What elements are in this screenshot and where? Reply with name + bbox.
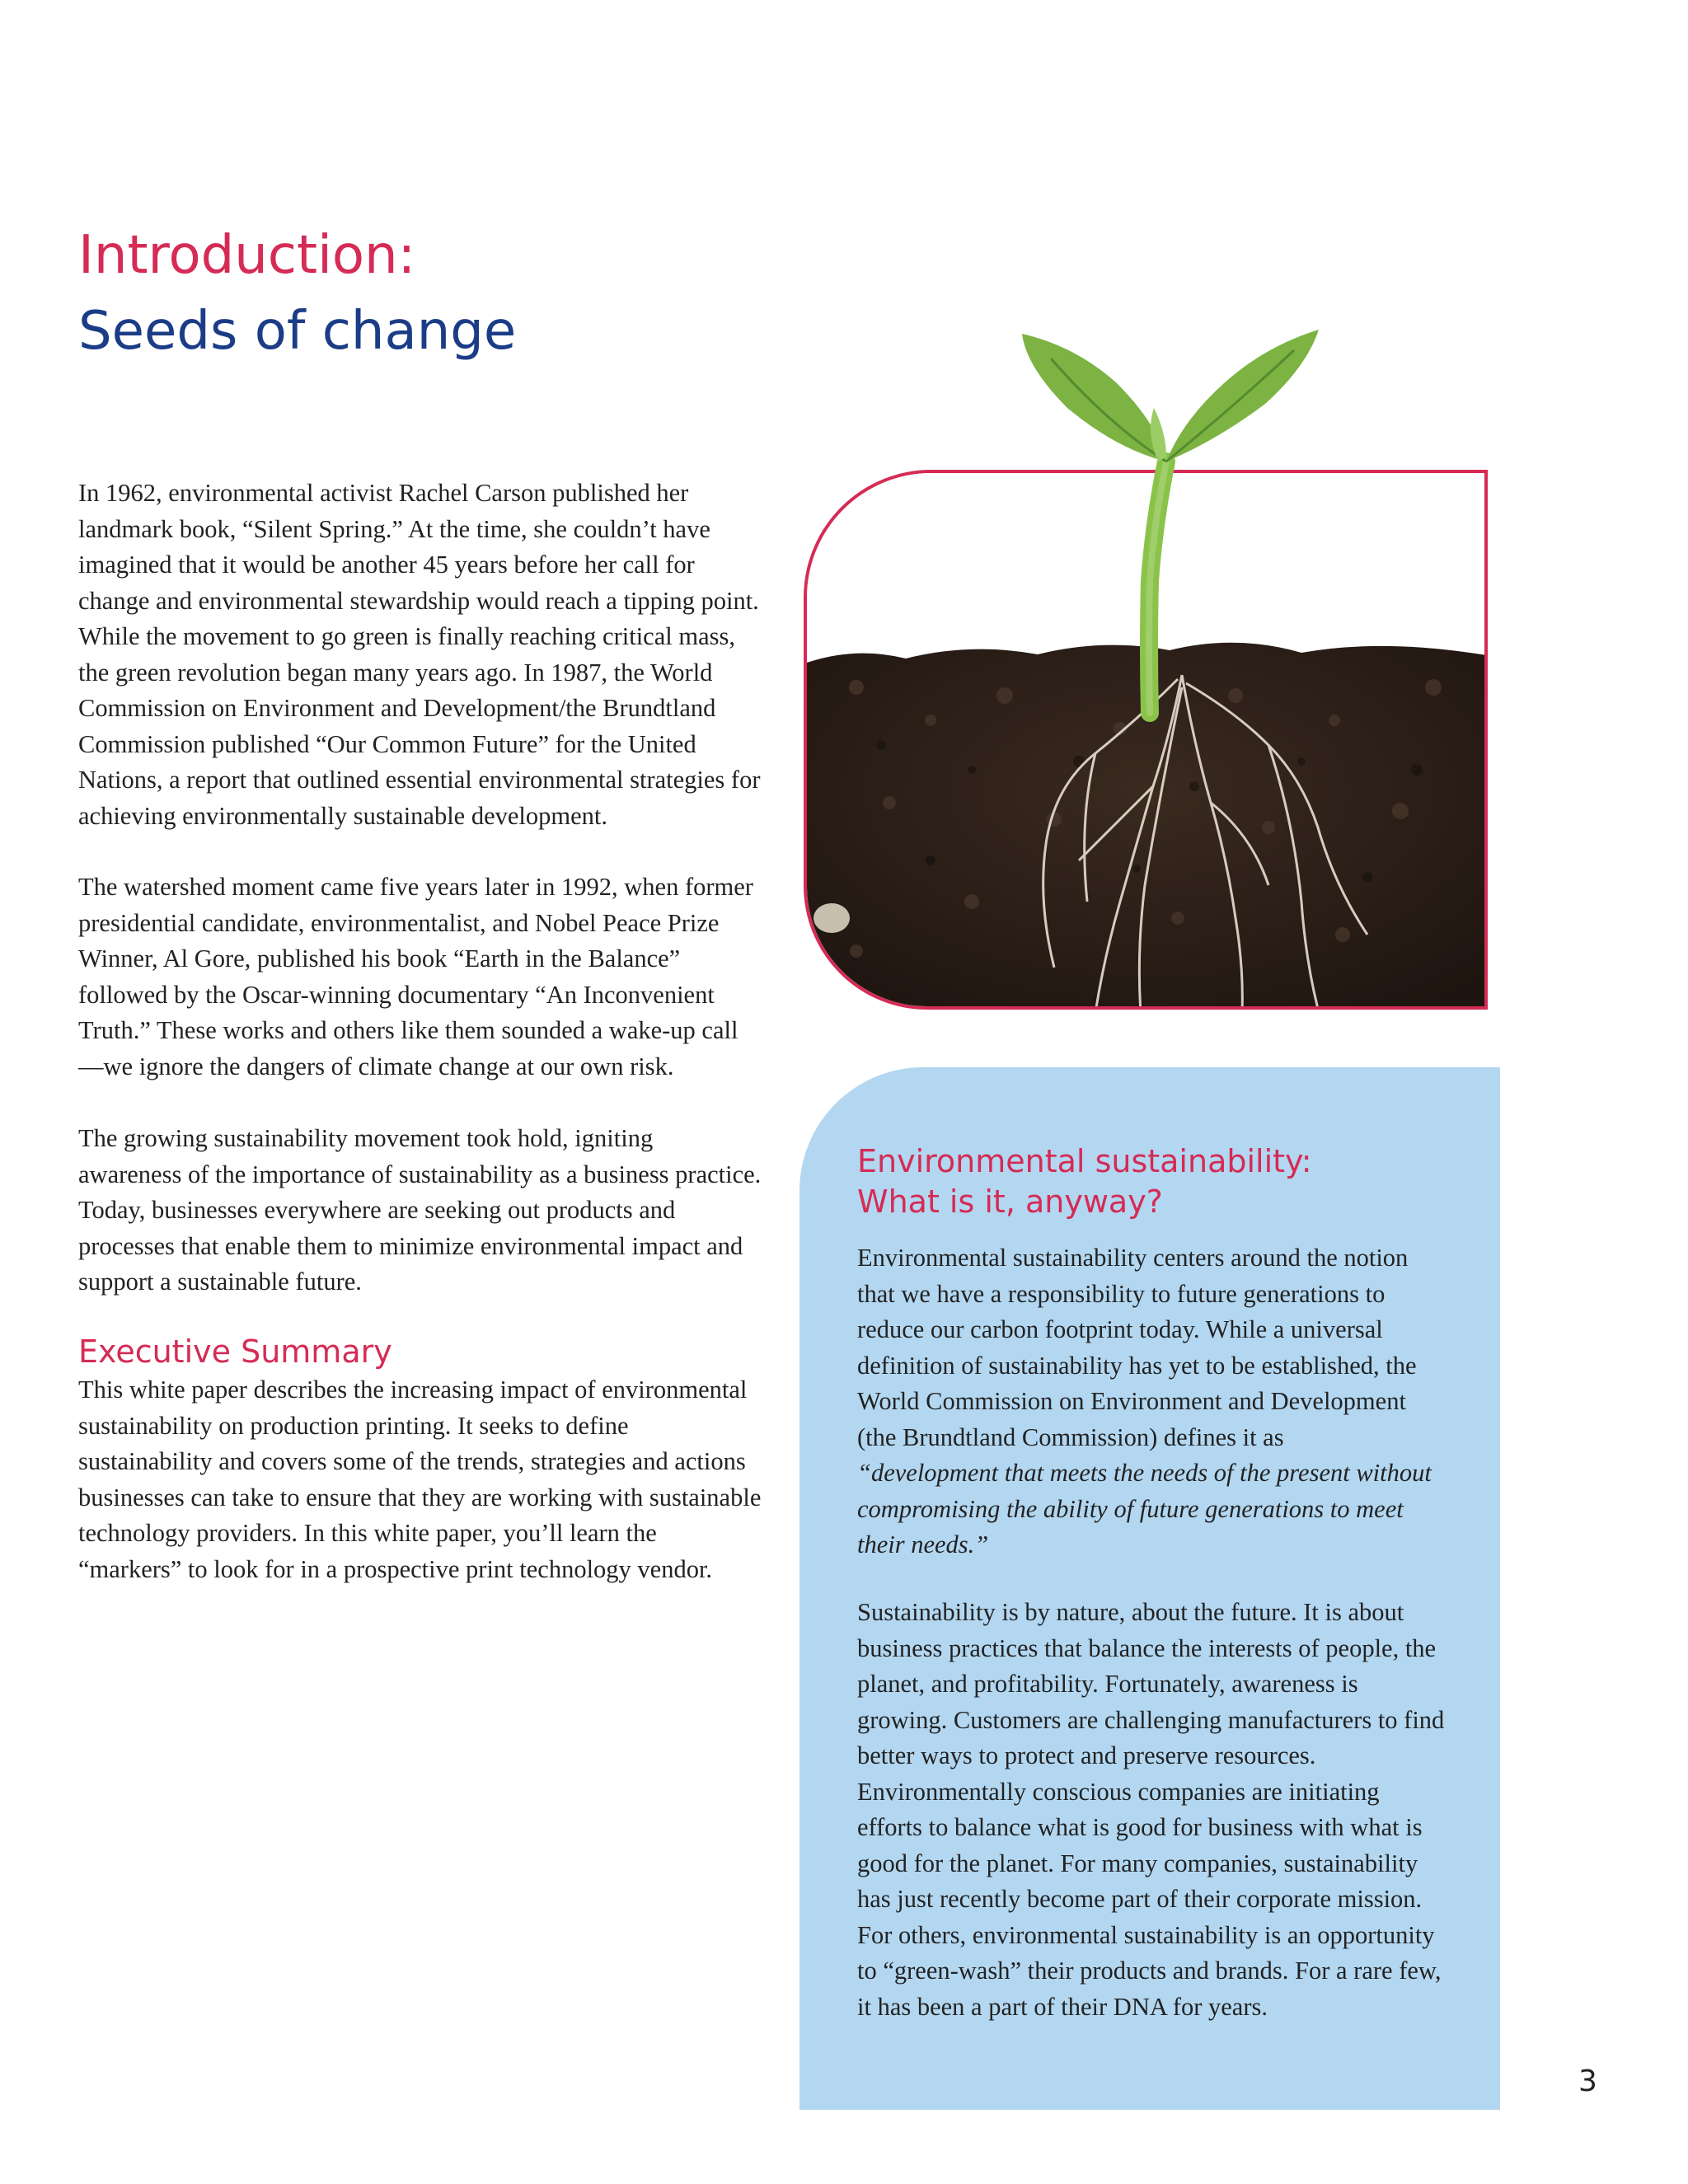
page-title-line1: Introduction:: [78, 225, 416, 286]
executive-summary-paragraph: [78, 1372, 762, 1587]
page-number: 3: [1578, 2064, 1597, 2098]
sidebar-quote: “development that meets the needs of the present without compromising the ability of future generations to meet their needs.”: [857, 1459, 1432, 1558]
intro-paragraph-1-text: In 1962, environmental activist Rachel Carson published her landmark book, “Silent Spring.” At the time, she couldn’t have imagined that it would be another 45 years before her call for change and environmental stewardship would reach a tipping point. While the movement to go green is finally reaching critical mass, the green revolution began many years ago. In 1987, the World Commission on Environment and Development/the Brundtland Commission published “Our Common Future” for the United Nations, a report that outlined essential environmental strategies for achieving environmentally sustainable development.: [78, 479, 761, 830]
intro-paragraph-1: [78, 476, 762, 834]
intro-paragraph-3-text: The growing sustainability movement took hold, igniting awareness of the importance of sustainability as a business practice. Today, businesses everywhere are seeking out products and processes that enable them to minimize environmental impact and support a sustainable future.: [78, 1124, 762, 1296]
sidebar-heading-line2: What is it, anyway?: [857, 1183, 1163, 1220]
intro-paragraph-3: [78, 1121, 762, 1301]
seedling-photo-frame: [804, 470, 1488, 1010]
intro-paragraph-2: [78, 869, 762, 1085]
intro-paragraph-2-text: The watershed moment came five years later in 1992, when former presidential candidate, environmentalist, and Nobel Peace Prize Winner, Al Gore, published his book “Earth in the Balance” followed by the Oscar-winning documentary “An Inconvenient Truth.” These works and others like them sounded a wake-up call—we ignore the dangers of climate change at our own risk.: [78, 873, 753, 1080]
sidebar-paragraph-2: [857, 1595, 1451, 2025]
sidebar-paragraph-2-text: Sustainability is by nature, about the future. It is about business practices that balance the interests of people, the planet, and profitability. Fortunately, awareness is growing. Customers are challenging manufacturers to find better ways to protect and preserve resources. Environmentally conscious companies are initiating efforts to balance what is good for business with what is good for the planet. For many companies, sustainability has just recently become part of their corporate mission. For others, environmental sustainability is an opportunity to “green-wash” their products and brands. For a rare few, it has been a part of their DNA for years.: [857, 1598, 1445, 2021]
sidebar-heading-line1: Environmental sustainability:: [857, 1143, 1312, 1179]
soil-image: [807, 473, 1488, 1010]
sidebar-heading: [857, 1141, 1312, 1222]
sidebar-paragraph-1-text: Environmental sustainability centers around the notion that we have a responsibility to future generations to reduce our carbon footprint today. While a universal definition of sustainability has yet to be established, the World Commission on Environment and Development (the Brundtland Commission) defines it as: [857, 1244, 1417, 1451]
executive-summary-heading: Executive Summary: [78, 1333, 392, 1370]
sidebar-paragraph-1: [857, 1240, 1451, 1563]
page-title-line2: Seeds of change: [78, 301, 517, 362]
executive-summary-text: This white paper describes the increasing impact of environmental sustainability on production printing. It seeks to define sustainability and covers some of the trends, strategies and actions businesses can take to ensure that they are working with sustainable technology providers. In this white paper, you’ll learn the “markers” to look for in a prospective print technology vendor.: [78, 1376, 762, 1583]
